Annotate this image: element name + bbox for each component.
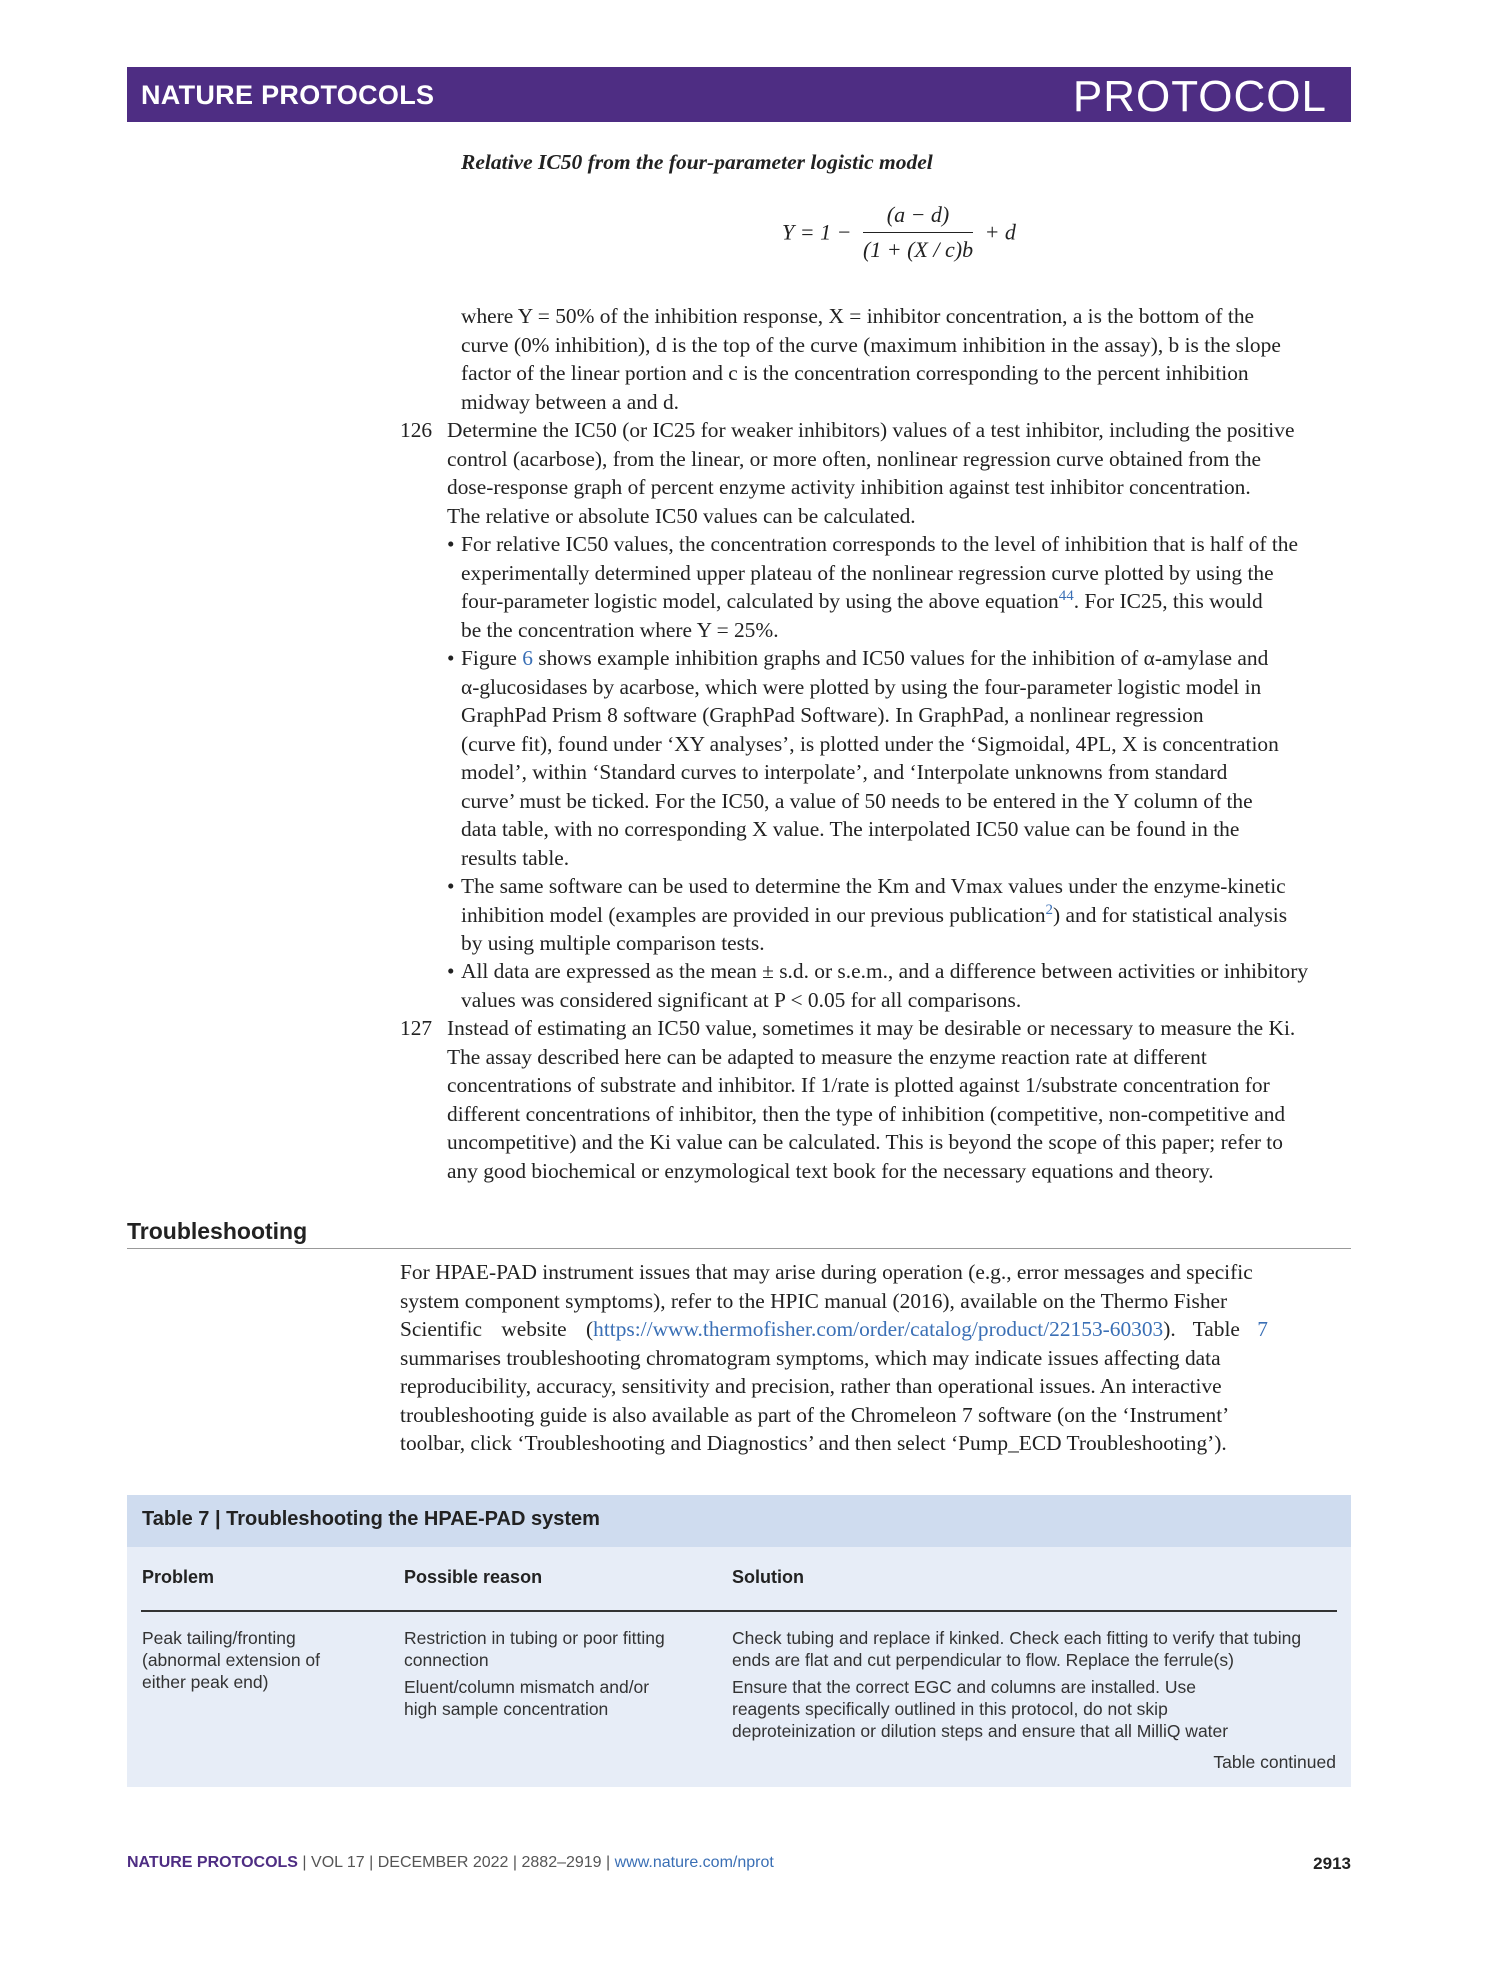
footer-url-link[interactable]: www.nature.com/nprot — [614, 1854, 774, 1871]
cell-line: either peak end) — [142, 1672, 269, 1692]
bullet-relative-ic50 — [447, 530, 1351, 644]
text-line: concentrations of substrate and inhibitor. If 1/rate is plotted against 1/substrate concentration for — [447, 1073, 1270, 1097]
bullet-icon: • — [447, 532, 455, 556]
text-line: dose-response graph of percent enzyme activity inhibition against test inhibitor concentration. — [447, 475, 1251, 499]
cell-line: Ensure that the correct EGC and columns are installed. Use — [732, 1677, 1196, 1697]
text-line: The relative or absolute IC50 values can be calculated. — [447, 503, 916, 528]
cell-line: Peak tailing/fronting — [142, 1628, 296, 1648]
troubleshooting-title: Troubleshooting — [127, 1218, 308, 1244]
text-line: be the concentration where Y = 25%. — [461, 617, 779, 642]
text-line: system component symptoms), refer to the HPIC manual (2016), available on the Thermo Fisher — [400, 1288, 1228, 1313]
equation-fraction — [863, 202, 973, 263]
article-type: PROTOCOL — [1072, 72, 1327, 121]
equation-rhs: + d — [984, 219, 1016, 245]
page-footer — [127, 1854, 1351, 1872]
text-line: experimentally determined upper plateau of the nonlinear regression curve plotted by using the — [461, 560, 1274, 585]
text-line: curve (0% inhibition), d is the top of the curve (maximum inhibition in the assay), b is the slope — [461, 332, 1281, 357]
text-line: reproducibility, accuracy, sensitivity and precision, rather than operational issues. An interactive — [400, 1374, 1222, 1398]
bullet-enzyme-kinetic — [447, 872, 1351, 958]
text-line: control (acarbose), from the linear, or more often, nonlinear regression curve obtained from the — [447, 446, 1262, 471]
text-span: . For IC25, this would — [1073, 589, 1263, 613]
bullet-statistics — [447, 957, 1351, 1014]
text-line: troubleshooting guide is also available as part of the Chromeleon 7 software (on the ‘Instrument’ — [400, 1402, 1230, 1427]
footer-issue-info: | VOL 17 | DECEMBER 2022 | 2882–2919 | — [297, 1854, 615, 1871]
reason-cell-2 — [404, 1676, 649, 1720]
text-span: Scientific website ( — [400, 1317, 594, 1341]
bullet-figure-6 — [447, 644, 1351, 872]
text-line: GraphPad Prism 8 software (GraphPad Software). In GraphPad, a nonlinear regression — [461, 703, 1204, 727]
page-number: 2913 — [1313, 1854, 1351, 1873]
reference-link[interactable]: 2 — [1045, 901, 1054, 918]
table-7 — [127, 1495, 1351, 1787]
cell-line: (abnormal extension of — [142, 1650, 321, 1670]
text-span: shows example inhibition graphs and IC50 values for the inhibition of α-amylase and — [532, 646, 1269, 670]
logistic-equation — [782, 202, 1016, 263]
text-line: For relative IC50 values, the concentration corresponds to the level of inhibition that is half of the — [461, 532, 1298, 556]
cell-line: connection — [404, 1650, 489, 1670]
table-continued-note: Table continued — [1213, 1752, 1336, 1772]
cell-line: deproteinization or dilution steps and ensure that all MilliQ water — [732, 1721, 1229, 1741]
reference-link[interactable]: 44 — [1058, 587, 1074, 604]
text-span: four-parameter logistic model, calculated by using the above equation — [461, 589, 1059, 613]
text-line: For HPAE-PAD instrument issues that may arise during operation (e.g., error messages and specific — [400, 1260, 1253, 1284]
text-span: Figure — [461, 646, 523, 670]
footer-journal: NATURE PROTOCOLS — [127, 1854, 298, 1871]
solution-cell-2 — [732, 1676, 1228, 1742]
bullet-icon: • — [447, 959, 455, 983]
text-line: uncompetitive) and the Ki value can be calculated. This is beyond the scope of this paper; refer to — [447, 1130, 1283, 1154]
text-line — [400, 1315, 1351, 1344]
equation-lhs: Y = 1 − — [782, 219, 852, 245]
text-line: α-glucosidases by acarbose, which were plotted by using the four-parameter logistic model in — [461, 674, 1262, 699]
equation-numerator: (a − d) — [863, 202, 973, 233]
text-line: curve’ must be ticked. For the IC50, a value of 50 needs to be entered in the Y column of the — [461, 788, 1253, 813]
solution-cell-1 — [732, 1627, 1301, 1671]
section-divider — [127, 1248, 1351, 1249]
cell-line: Eluent/column mismatch and/or — [404, 1677, 650, 1697]
step-127 — [400, 1014, 1351, 1185]
col-header-solution: Solution — [732, 1567, 804, 1587]
bullet-icon: • — [447, 646, 455, 670]
text-span: inhibition model (examples are provided in our previous publication — [461, 902, 1046, 927]
table-7-link[interactable]: 7 — [1257, 1317, 1268, 1341]
cell-line: Restriction in tubing or poor fitting — [404, 1628, 665, 1648]
troubleshooting-paragraph — [400, 1258, 1351, 1458]
cell-line: high sample concentration — [404, 1699, 609, 1719]
cell-line: Check tubing and replace if kinked. Check each fitting to verify that tubing — [732, 1628, 1302, 1648]
cell-line: ends are flat and cut perpendicular to flow. Replace the ferrule(s) — [732, 1650, 1234, 1670]
text-line — [461, 644, 1351, 673]
text-line: Instead of estimating an IC50 value, sometimes it may be desirable or necessary to measure the Ki. — [447, 1016, 1296, 1040]
col-header-reason: Possible reason — [404, 1567, 543, 1587]
text-span: ). Table — [1163, 1317, 1258, 1341]
text-line: different concentrations of inhibitor, then the type of inhibition (competitive, non-competitive and — [447, 1101, 1286, 1126]
text-line — [461, 587, 1351, 616]
section-heading: Relative IC50 from the four-parameter logistic model — [461, 150, 933, 174]
text-line: The same software can be used to determine the Km and Vmax values under the enzyme-kinetic — [461, 874, 1286, 898]
text-line: Determine the IC50 (or IC25 for weaker inhibitors) values of a test inhibitor, including the positive — [447, 418, 1295, 442]
text-line: data table, with no corresponding X value. The interpolated IC50 value can be found in the — [461, 817, 1240, 841]
text-line: results table. — [461, 845, 570, 870]
equation-definitions — [461, 302, 1351, 416]
text-line: toolbar, click ‘Troubleshooting and Diagnostics’ and then select ‘Pump_ECD Troubleshooting’). — [400, 1431, 1227, 1455]
text-line: The assay described here can be adapted to measure the enzyme reaction rate at different — [447, 1044, 1207, 1069]
bullet-icon: • — [447, 874, 455, 898]
table-title-bar — [127, 1495, 1351, 1547]
col-header-problem: Problem — [142, 1567, 215, 1587]
text-line: factor of the linear portion and c is the concentration corresponding to the percent inhibition — [461, 361, 1249, 385]
table-title: Table 7 | Troubleshooting the HPAE-PAD system — [142, 1508, 600, 1530]
equation-denominator: (1 + (X / c)b — [862, 237, 974, 262]
text-line: any good biochemical or enzymological text book for the necessary equations and theory. — [447, 1158, 1214, 1183]
problem-cell — [142, 1627, 320, 1693]
text-line: midway between a and d. — [461, 389, 679, 414]
step-number: 127 — [400, 1016, 433, 1040]
text-line: All data are expressed as the mean ± s.d. or s.e.m., and a difference between activities or inhibitory — [461, 959, 1309, 983]
table-header-rule — [141, 1610, 1337, 1612]
text-line: model’, within ‘Standard curves to interpolate’, and ‘Interpolate unknowns from standard — [461, 760, 1228, 784]
text-line: values was considered significant at P < 0.05 for all comparisons. — [461, 987, 1022, 1012]
cell-line: reagents specifically outlined in this protocol, do not skip — [732, 1699, 1168, 1719]
text-span: ) and for statistical analysis — [1053, 902, 1288, 927]
reason-cell-1 — [404, 1627, 665, 1671]
text-line — [461, 901, 1351, 930]
text-line: (curve fit), found under ‘XY analyses’, is plotted under the ‘Sigmoidal, 4PL, X is concentration — [461, 731, 1279, 756]
step-number: 126 — [400, 418, 433, 442]
journal-header-bar — [127, 67, 1351, 122]
text-line: where Y = 50% of the inhibition response, X = inhibitor concentration, a is the bottom of the — [461, 304, 1255, 328]
step-126 — [400, 416, 1351, 530]
text-line: by using multiple comparison tests. — [461, 931, 765, 955]
journal-name: NATURE PROTOCOLS — [141, 80, 435, 110]
figure-link[interactable]: 6 — [522, 646, 533, 670]
text-line: summarises troubleshooting chromatogram symptoms, which may indicate issues affecting data — [400, 1345, 1221, 1370]
thermofisher-url-link[interactable]: https://www.thermofisher.com/order/catalog/product/22153-60303 — [593, 1317, 1164, 1341]
